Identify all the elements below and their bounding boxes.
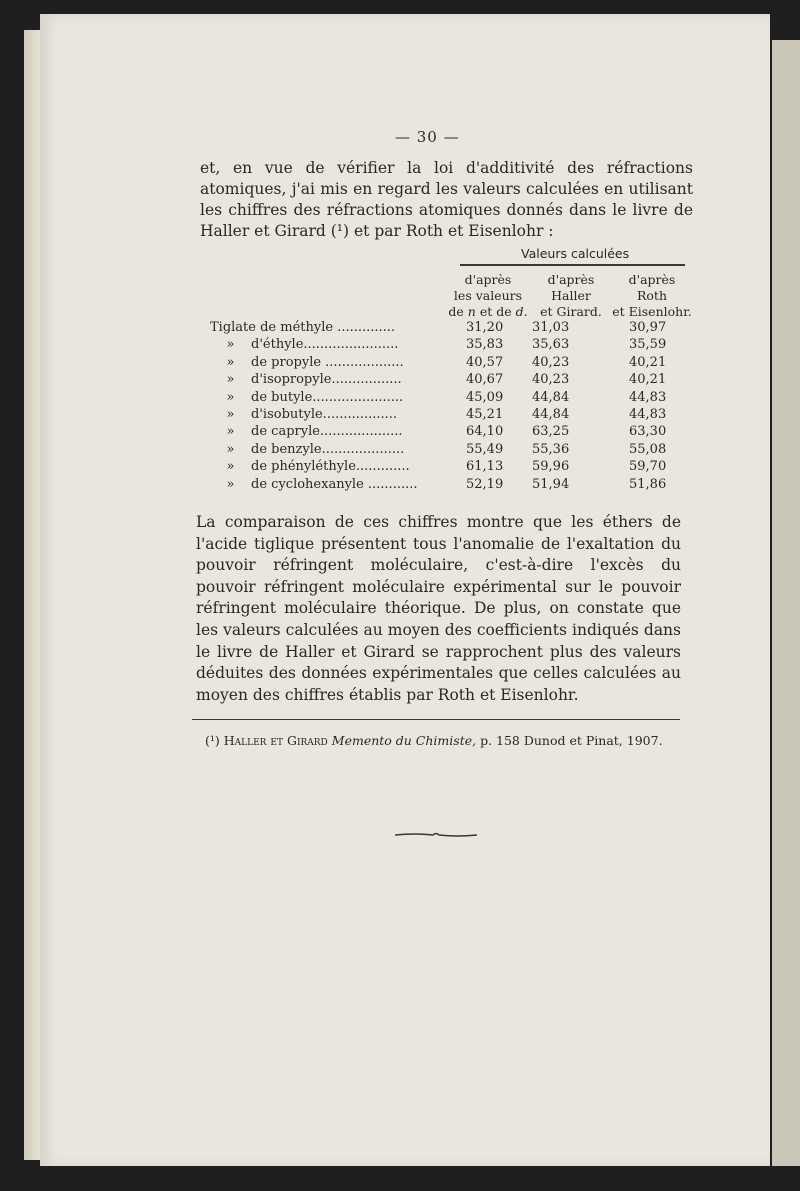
footnote-marker: (¹) [205,733,220,748]
value-roth: 55,08 [629,441,667,457]
column-header-line: de n et de d. [448,304,528,319]
value-measured: 64,10 [466,424,504,440]
value-measured: 45,21 [466,407,504,422]
value-roth: 40,21 [629,372,667,388]
table-row [210,406,690,424]
value-roth: 40,21 [629,354,667,370]
value-roth: 59,70 [629,459,667,475]
table-row [210,423,690,441]
value-haller: 40,23 [532,372,570,388]
table-row [210,476,690,494]
value-haller: 51,94 [532,476,570,492]
column-header-line: d'après [547,272,595,287]
footnote-title: Memento du Chimiste, [331,733,477,748]
row-label: Tiglate de méthyle .............. [210,320,396,335]
value-roth: 63,30 [629,424,667,440]
value-roth: 30,97 [629,320,667,335]
value-haller: 31,03 [532,320,570,335]
intro-paragraph: et, en vue de vérifier la loi d'additivité des réfractions atomiques, j'ai mis en regard les valeurs calculées en utilisant les chiffres des réfractions atomiques donnés dans le livre de Haller et Girard (¹) et par Roth et Eisenlohr : [200,159,693,240]
value-measured: 40,67 [466,372,504,388]
table-row [210,354,690,372]
row-label: » d'isopropyle................. [210,372,402,388]
table-row [210,441,690,459]
value-measured: 35,83 [466,337,504,353]
row-label: » de propyle ................... [210,354,404,370]
row-label: » d'isobutyle.................. [210,407,398,422]
value-roth: 44,83 [629,389,667,405]
table-group-header: Valeurs calculées [521,246,630,261]
value-measured: 61,13 [466,459,504,475]
row-label: » de capryle.................... [210,424,403,440]
column-header-line: les valeurs [453,288,523,303]
column-header-line: et Eisenlohr. [612,304,692,319]
row-label: » de benzyle.................... [210,441,405,457]
value-roth: 35,59 [629,337,667,353]
column-header-roth [606,272,698,320]
row-label: » de butyle...................... [210,389,404,405]
column-header-haller [536,272,606,320]
value-measured: 55,49 [466,441,504,457]
row-label: » de cyclohexanyle ............ [210,476,418,492]
value-haller: 44,84 [532,407,570,422]
column-header-line: d'après [628,272,676,287]
value-measured: 40,57 [466,354,504,370]
value-roth: 51,86 [629,476,667,492]
column-header-measured [448,272,528,320]
column-header-line: Haller [551,288,591,303]
table-row [210,371,690,389]
footnote-authors: Haller et Girard [223,733,328,748]
end-ornament [395,832,477,838]
row-label: » de phényléthyle............. [210,459,410,475]
column-header-line: et Girard. [540,304,602,319]
value-haller: 55,36 [532,441,570,457]
table-row [210,336,690,354]
table-row [210,389,690,407]
facing-page-edge [772,40,800,1166]
row-label: » d'éthyle....................... [210,337,399,353]
conclusion-paragraph: La comparaison de ces chiffres montre que les éthers de l'acide tiglique présentent tous l'anomalie de l'exaltation du pouvoir réfringent moléculaire, c'est-à-dire l'excès du pouvoir réfringent moléculaire expérimental sur le pouvoir réfringent moléculaire théorique. De plus, on constate que les valeurs calculées au moyen des coefficients indiqués dans le livre de Haller et Girard se rapprochent plus des valeurs déduites des données expérimentales que celles calculées au moyen des chiffres établis par Roth et Eisenlohr. [196,513,681,704]
column-header-line: d'après [464,272,512,287]
table-header-rule [460,264,685,266]
value-measured: 45,09 [466,389,504,405]
footnote-rest: p. 158 Dunod et Pinat, 1907. [480,733,663,748]
value-haller: 44,84 [532,389,570,405]
value-haller: 59,96 [532,459,570,475]
value-haller: 63,25 [532,424,570,440]
value-haller: 40,23 [532,354,570,370]
footnote [205,733,663,748]
table-row [210,319,690,337]
value-measured: 52,19 [466,476,504,492]
footnote-rule [192,719,680,720]
page-number: — 30 — [395,128,460,146]
value-roth: 44,83 [629,407,667,422]
column-header-line: Roth [636,288,667,303]
value-measured: 31,20 [466,320,504,335]
value-haller: 35,63 [532,337,570,353]
table-row [210,458,690,476]
